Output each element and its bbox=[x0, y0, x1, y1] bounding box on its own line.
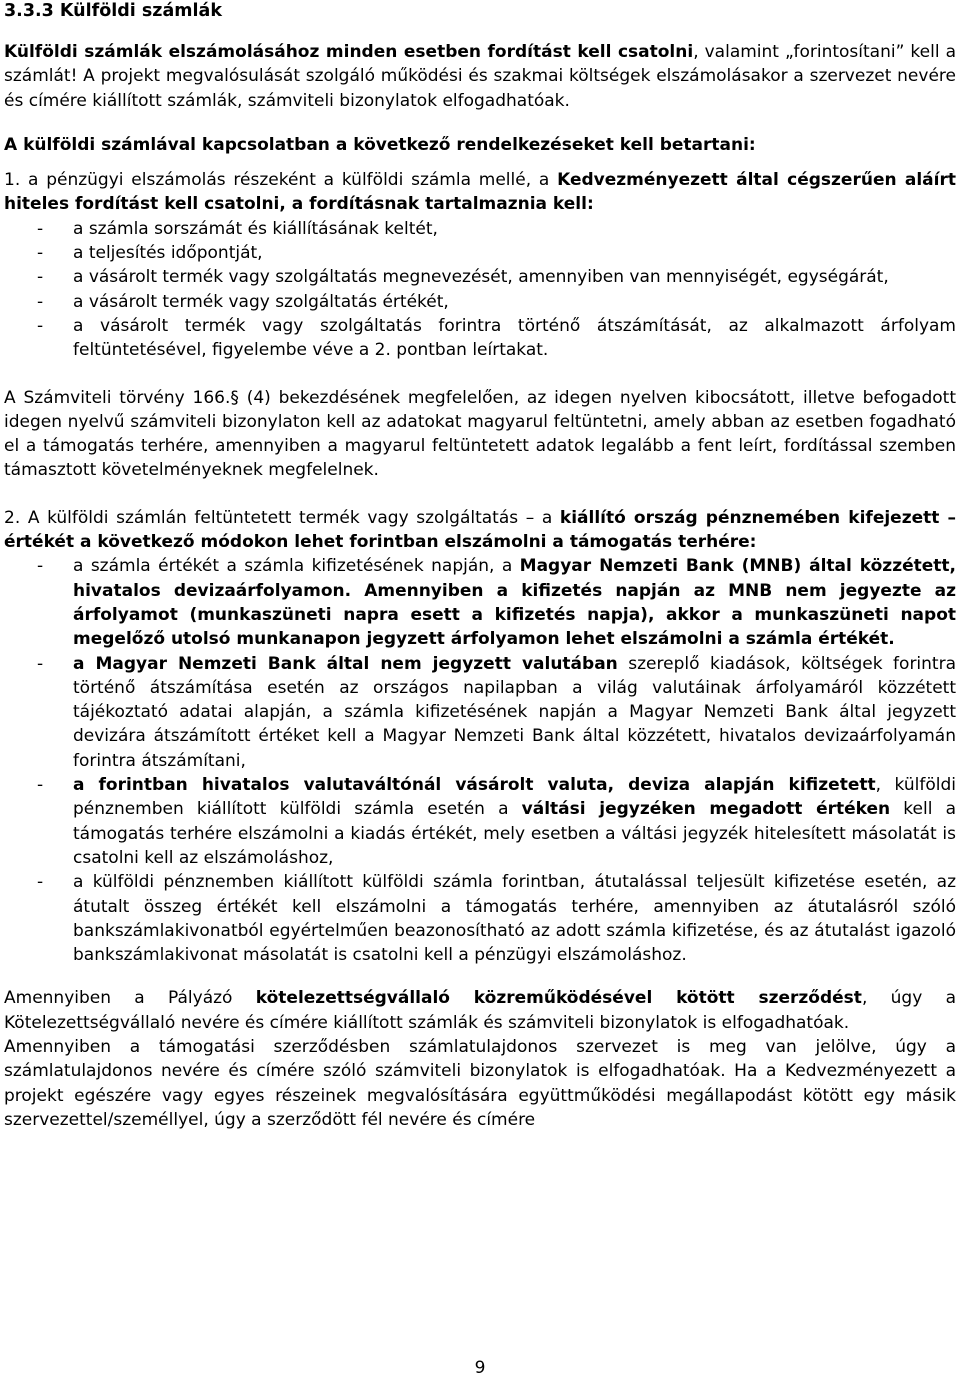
text-run: a számla értékét a számla kifizetésének napján, a bbox=[73, 556, 520, 577]
rules-heading bbox=[4, 133, 956, 157]
section-heading: 3.3.3 Külföldi számlák bbox=[4, 1, 222, 21]
list-item bbox=[4, 241, 956, 265]
bold-text-run: Magyar Nemzeti Bank (MNB) által közzétett, hivatalos devizaárfolyamon. Amennyiben a kifizetés napján az MNB nem jegyezte az árfolyamot (munkaszüneti napra esett a kifizetés napja), akkor a munkaszüneti napot megelőző utolsó munkanapon jegyzett árfolyamon lehet elszámolni a számla értékét. bbox=[73, 556, 956, 650]
text-run: kell a támogatás terhére elszámolni a kiadás értékét, mely esetben a váltási jegyzék hitelesített másolatát is csatolni kell az elszámoláshoz, bbox=[73, 799, 956, 868]
text-run: , valamint „forintosítani” kell a számlát! A projekt megvalósulását szolgáló működési és szakmai költségek elszámolásakor a szervezet nevére és címére kiállított számlák, számviteli bizonylatok elfogadhatóak. bbox=[4, 42, 956, 111]
text-run: szereplő kiadások, költségek forintra történő átszámítása esetén az országos napilapban a világ valutáinak árfolyamáról közzétett tájékoztató adatai alapján, a számla kifizetésének napján a Magyar Nemzeti Bank által jegyzett devizára átszámított értéket kell a Magyar Nemzeti Bank által közzétett, hivatalos devizaárfolyamán forintra átszámítani, bbox=[73, 653, 956, 771]
list-item bbox=[4, 554, 956, 651]
text-run: a vásárolt termék vagy szolgáltatás megnevezését, amennyiben van mennyiségét, egységárát, bbox=[73, 267, 889, 288]
bold-text-run: Kedvezményezett által cégszerűen aláírt hiteles fordítást kell csatolni, a fordításnak tartalmaznia kell: bbox=[4, 170, 956, 215]
bold-text-run: a forintban hivatalos valutaváltónál vásárolt valuta, deviza alapján kifizetett bbox=[73, 775, 876, 796]
list-item bbox=[4, 290, 956, 314]
item-2-paragraph bbox=[4, 506, 956, 555]
bold-text-run: kötelezettségvállaló közreműködésével kötött szerződést bbox=[255, 988, 862, 1009]
text-run: a teljesítés időpontját, bbox=[73, 243, 263, 264]
text-run: a vásárolt termék vagy szolgáltatás értékét, bbox=[73, 291, 449, 312]
text-run: 1. a pénzügyi elszámolás részeként a külföldi számla mellé, a bbox=[4, 170, 558, 191]
translation-requirements-list bbox=[4, 217, 956, 363]
document-page bbox=[4, 0, 956, 1132]
text-run: , úgy a Kötelezettségvállaló nevére és címére kiállított számlák és számviteli bizonylatok is elfogadhatóak. bbox=[4, 988, 956, 1033]
bold-text-run: kiállító ország pénznemében kifejezett – értékét a következő módokon lehet forintban elszámolni a támogatás terhére: bbox=[4, 507, 957, 553]
text-run: a vásárolt termék vagy szolgáltatás forintra történő átszámítását, az alkalmazott árfolyam feltüntetésével, figyelembe véve a 2. pontban leírtakat. bbox=[73, 315, 956, 361]
text-run: Amennyiben a támogatási szerződésben számlatulajdonos szervezet is meg van jelölve, úgy a számlatulajdonos nevére és címére szóló számviteli bizonylatok is elfogadhatóak. Ha a Kedvezményezett a projekt egészére vagy egyes részeinek megvalósítására együttműködési megállapodást kötött egy másik szervezettel/személlyel, úgy a szerződött fél nevére és címére bbox=[4, 1036, 956, 1130]
list-item bbox=[4, 870, 956, 967]
list-item bbox=[4, 314, 956, 363]
text-run: 2. A külföldi számlán feltüntetett termék vagy szolgáltatás – a bbox=[4, 507, 560, 528]
account-holder-paragraph bbox=[4, 1035, 956, 1132]
item-1-paragraph bbox=[4, 168, 956, 217]
bold-text-run: a Magyar Nemzeti Bank által nem jegyzett valutában bbox=[73, 653, 618, 674]
applicant-paragraph bbox=[4, 986, 956, 1035]
text-run: a számla sorszámát és kiállításának keltét, bbox=[73, 218, 438, 239]
list-item bbox=[4, 773, 956, 870]
text-run: a külföldi pénznemben kiállított külföldi számla forintban, átutalással teljesült kifizetése esetén, az átutalt összeg értékét kell elszámolni a támogatás terhére, amennyiben az átutalásról szóló bankszámlakivonatból egyértelműen beazonosítható az adott számla kifizetése, és az átutalást igazoló bankszámlakivonat másolatát is csatolni kell a pénzügyi elszámoláshoz. bbox=[73, 872, 956, 966]
page-number: 9 bbox=[474, 1358, 486, 1378]
text-run: Amennyiben a Pályázó bbox=[4, 988, 256, 1009]
list-item bbox=[4, 217, 956, 241]
bold-text-run: váltási jegyzéken megadott értéken bbox=[521, 799, 891, 820]
list-item bbox=[4, 265, 956, 289]
intro-paragraph bbox=[4, 40, 956, 113]
list-item bbox=[4, 652, 956, 773]
bold-text-run: Külföldi számlák elszámolásához minden esetben fordítást kell csatolni bbox=[4, 42, 694, 62]
bold-text-run: A külföldi számlával kapcsolatban a következő rendelkezéseket kell betartani: bbox=[4, 134, 756, 155]
text-run: , külföldi pénznemben kiállított külföldi számla esetén a bbox=[73, 775, 956, 820]
text-run: A Számviteli törvény 166.§ (4) bekezdésének megfelelően, az idegen nyelven kibocsátott, illetve befogadott idegen nyelvű számviteli bizonylaton kell az adatokat magyarul feltüntetni, amely abban az esetben fogadható el a támogatás terhére, amennyiben a magyarul feltüntetett adatok legalább a fent leírt, fordítással szemben támasztott követelményeknek megfelelnek. bbox=[4, 387, 956, 481]
accounting-law-paragraph bbox=[4, 386, 956, 483]
conversion-methods-list bbox=[4, 554, 956, 967]
